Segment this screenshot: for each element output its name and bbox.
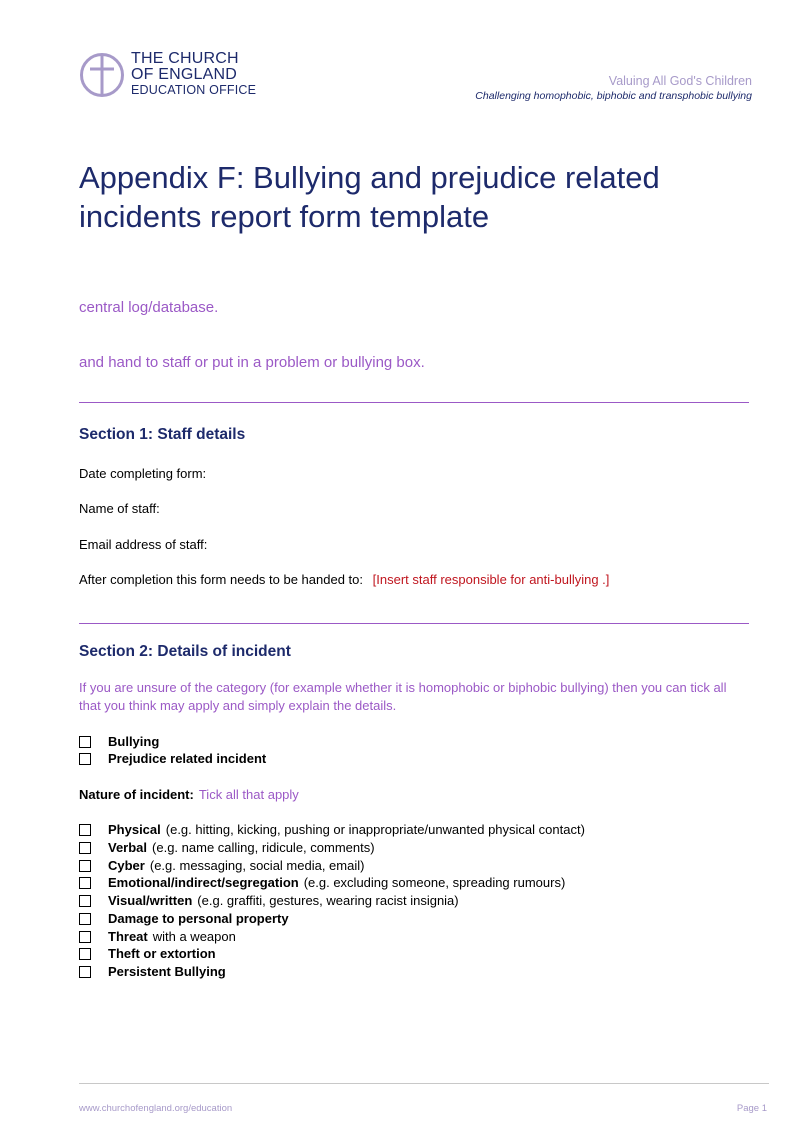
nature-emotional-row[interactable] [79,874,565,891]
title-line-1: Appendix F: Bullying and prejudice related [79,160,660,195]
handed-to-placeholder: [Insert staff responsible for anti-bullying .] [372,572,610,587]
nature-item-detail: (e.g. hitting, kicking, pushing or inappropriate/unwanted physical contact) [165,822,585,837]
logo-line-3: EDUCATION OFFICE [131,83,257,97]
nature-item-detail: (e.g. name calling, ridicule, comments) [152,840,375,855]
staff-email-field-label: Email address of staff: [79,537,208,552]
checkbox[interactable] [79,736,91,748]
intro-line-1: central log/database. [79,299,219,316]
checkbox[interactable] [79,824,91,836]
intro-line-2: and hand to staff or put in a problem or bullying box. [79,354,425,371]
handed-to-label: After completion this form needs to be handed to: [79,572,364,587]
date-field-label: Date completing form: [79,466,207,481]
nature-visual-row[interactable] [79,892,459,909]
staff-name-field-label: Name of staff: [79,501,160,516]
nature-item-label: Threat [108,929,148,944]
nature-item-detail: (e.g. excluding someone, spreading rumours) [303,875,566,890]
checkbox[interactable] [79,948,91,960]
nature-threat-row[interactable] [79,928,236,945]
checkbox[interactable] [79,860,91,872]
footer-url[interactable]: www.churchofengland.org/education [79,1103,233,1114]
nature-item-label: Cyber [108,858,145,873]
header-subtitle: Challenging homophobic, biphobic and transphobic bullying [475,90,752,102]
nature-theft-row[interactable] [79,945,221,962]
nature-item-label: Damage to personal property [108,911,289,926]
nature-cyber-row[interactable] [79,857,364,874]
nature-damage-row[interactable] [79,910,294,927]
logo-line-2: OF ENGLAND [131,66,238,83]
checkbox[interactable] [79,877,91,889]
category-bullying-row[interactable] [79,733,164,750]
page-number: Page 1 [736,1103,767,1114]
checkbox[interactable] [79,966,91,978]
checkbox[interactable] [79,913,91,925]
page-title [79,158,719,236]
nature-item-label: Verbal [108,840,148,855]
category-label: Bullying [108,734,160,749]
nature-verbal-row[interactable] [79,839,375,856]
handed-to-line [79,572,609,587]
category-prejudice-row[interactable] [79,750,271,767]
church-logo-icon [79,52,125,98]
nature-item-label: Emotional/indirect/segregation [108,875,299,890]
header-right [475,74,752,103]
nature-item-label: Persistent Bullying [108,964,226,979]
footer-divider [79,1083,769,1084]
divider [79,623,749,624]
logo-wordmark [131,51,256,97]
nature-item-detail: (e.g. graffiti, gestures, wearing racist insignia) [197,893,459,908]
nature-hint: Tick all that apply [198,787,299,802]
category-label: Prejudice related incident [108,751,267,766]
nature-item-detail: with a weapon [152,929,236,944]
nature-item-label: Visual/written [108,893,193,908]
divider [79,402,749,403]
title-line-2: incidents report form template [79,199,490,234]
checkbox[interactable] [79,753,91,765]
checkbox[interactable] [79,842,91,854]
nature-item-label: Theft or extortion [108,946,216,961]
nature-item-detail: (e.g. messaging, social media, email) [149,858,365,873]
nature-persistent-row[interactable] [79,963,231,980]
logo-line-1: THE CHURCH [131,50,239,67]
nature-item-label: Physical [108,822,161,837]
checkbox[interactable] [79,895,91,907]
checkbox[interactable] [79,931,91,943]
header-tagline: Valuing All God's Children [608,74,752,88]
nature-of-incident [79,787,299,802]
section-2-guidance: If you are unsure of the category (for example whether it is homophobic or biphobic bullying) then you can tick all that you think may apply and simply explain the details. [79,680,727,713]
nature-label: Nature of incident: [79,787,194,802]
nature-physical-row[interactable] [79,821,585,838]
section-2-heading: Section 2: Details of incident [79,643,291,660]
section-1-heading: Section 1: Staff details [79,426,246,443]
